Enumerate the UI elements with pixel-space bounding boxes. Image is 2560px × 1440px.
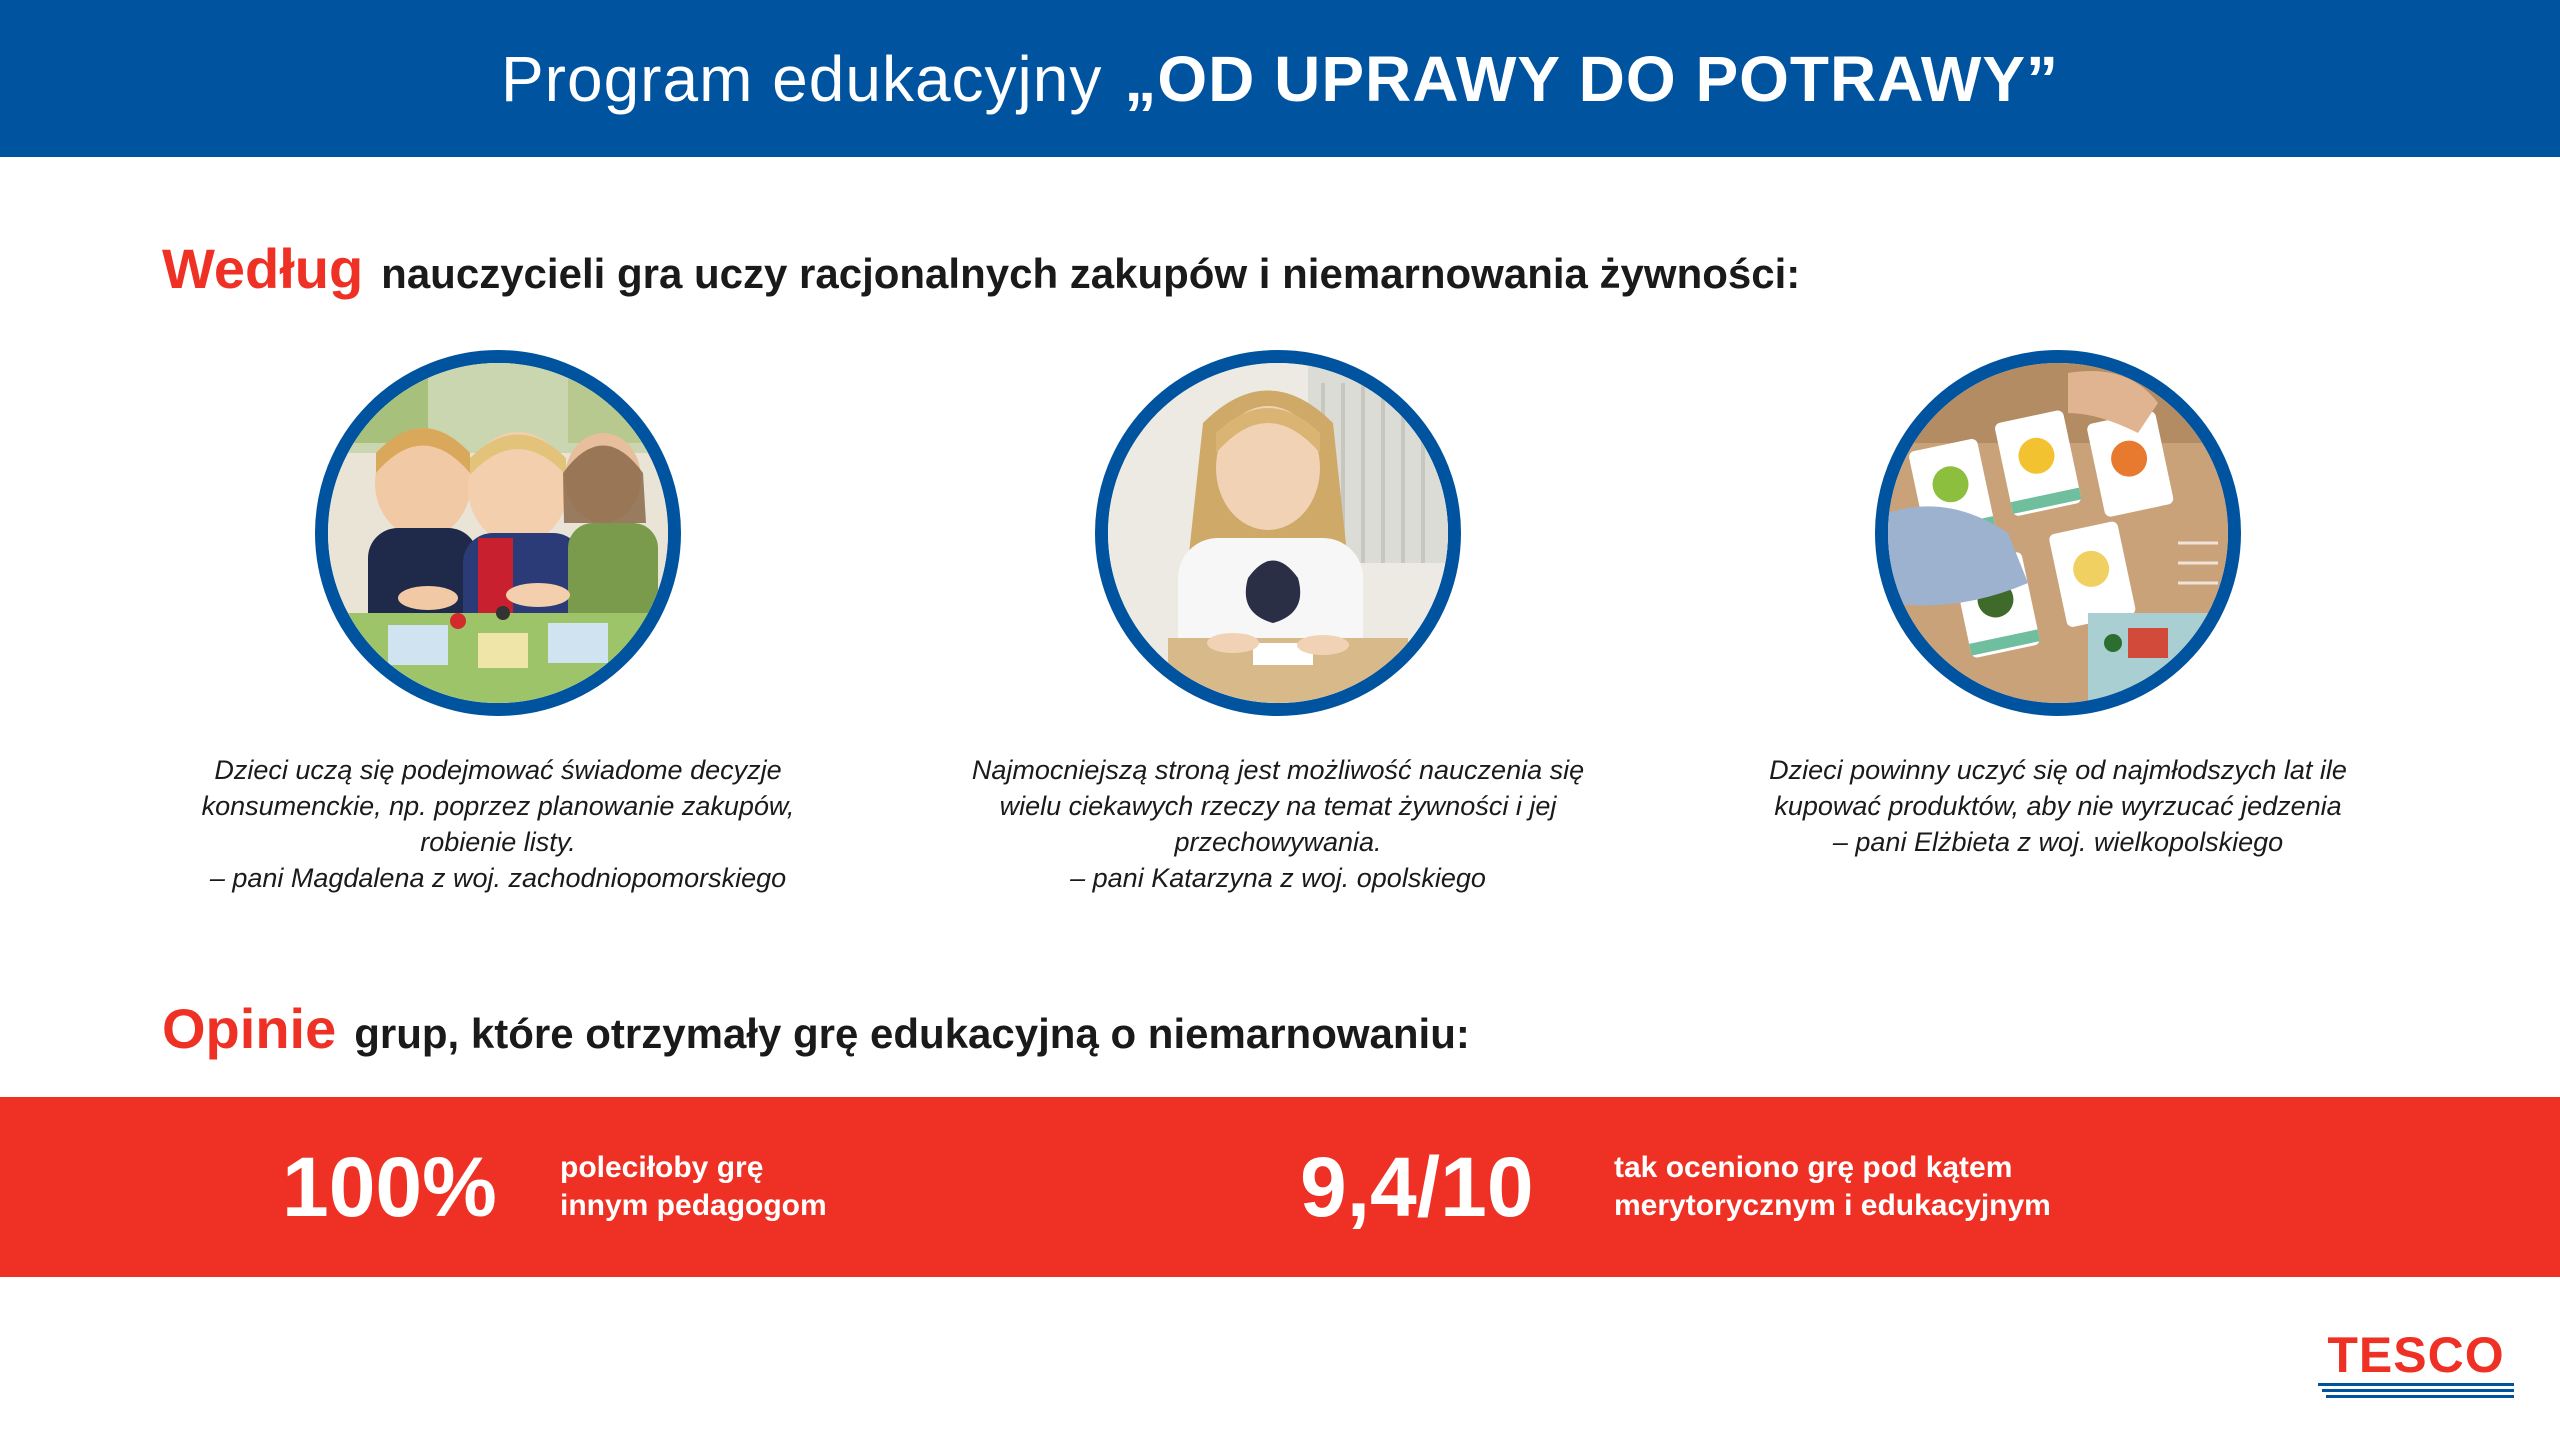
photo-illustration xyxy=(328,363,668,703)
tesco-logo xyxy=(2318,1327,2514,1390)
photo-illustration xyxy=(1108,363,1448,703)
section-heading-accent: Opinie xyxy=(162,997,337,1060)
stat-description-line: merytorycznym i edukacyjnym xyxy=(1614,1189,2051,1222)
quote-text: Dzieci powinny uczyć się od najmłodszych lat ile kupować produktów, aby nie wyrzucać jedzenia xyxy=(1769,755,2347,821)
stat-description-rating xyxy=(1614,1097,2051,1277)
logo-stripes xyxy=(2318,1383,2514,1398)
stat-value-rating: 9,4/10 xyxy=(1300,1139,1534,1234)
photo-children-playing xyxy=(315,350,681,716)
photo-game-cards xyxy=(1875,350,2241,716)
section-heading-teachers xyxy=(162,236,1800,301)
section-heading-text: grup, które otrzymały grę edukacyjną o niemarnowaniu: xyxy=(354,1010,1470,1057)
testimonial-3 xyxy=(1738,350,2378,860)
stat-description-line: innym pedagogom xyxy=(560,1189,827,1222)
section-heading-opinions xyxy=(162,996,1470,1061)
testimonial-quote xyxy=(1738,752,2378,860)
stat-value-recommend: 100% xyxy=(282,1139,497,1234)
stats-band xyxy=(0,1097,2560,1277)
photo-illustration xyxy=(1888,363,2228,703)
logo-wordmark: TESCO xyxy=(2327,1327,2505,1383)
testimonial-1 xyxy=(178,350,818,896)
stat-description-line: tak oceniono grę pod kątem xyxy=(1614,1151,2013,1184)
testimonial-quote xyxy=(958,752,1598,896)
header-title-bold: „OD UPRAWY DO POTRAWY” xyxy=(1124,42,2060,115)
header-title-prefix: Program edukacyjny xyxy=(500,42,1103,115)
section-heading-accent: Według xyxy=(162,237,364,300)
quote-author: – pani Elżbieta z woj. wielkopolskiego xyxy=(1832,827,2284,857)
photo-girl-playing xyxy=(1095,350,1461,716)
quote-author: – pani Katarzyna z woj. opolskiego xyxy=(1070,863,1486,893)
quote-text: Dzieci uczą się podejmować świadome decyzje konsumenckie, np. poprzez planowanie zakupów, robienie listy. xyxy=(201,755,795,857)
quote-text: Najmocniejszą stroną jest możliwość nauczenia się wielu ciekawych rzeczy na temat żywności i jej przechowywania. xyxy=(971,755,1585,857)
stat-description-recommend xyxy=(560,1097,827,1277)
header-banner xyxy=(0,0,2560,157)
testimonial-quote xyxy=(178,752,818,896)
section-heading-text: nauczycieli gra uczy racjonalnych zakupów i niemarnowania żywności: xyxy=(381,250,1801,297)
quote-author: – pani Magdalena z woj. zachodniopomorskiego xyxy=(209,863,787,893)
stat-description-line: poleciłoby grę xyxy=(560,1151,764,1184)
testimonial-2 xyxy=(958,350,1598,896)
